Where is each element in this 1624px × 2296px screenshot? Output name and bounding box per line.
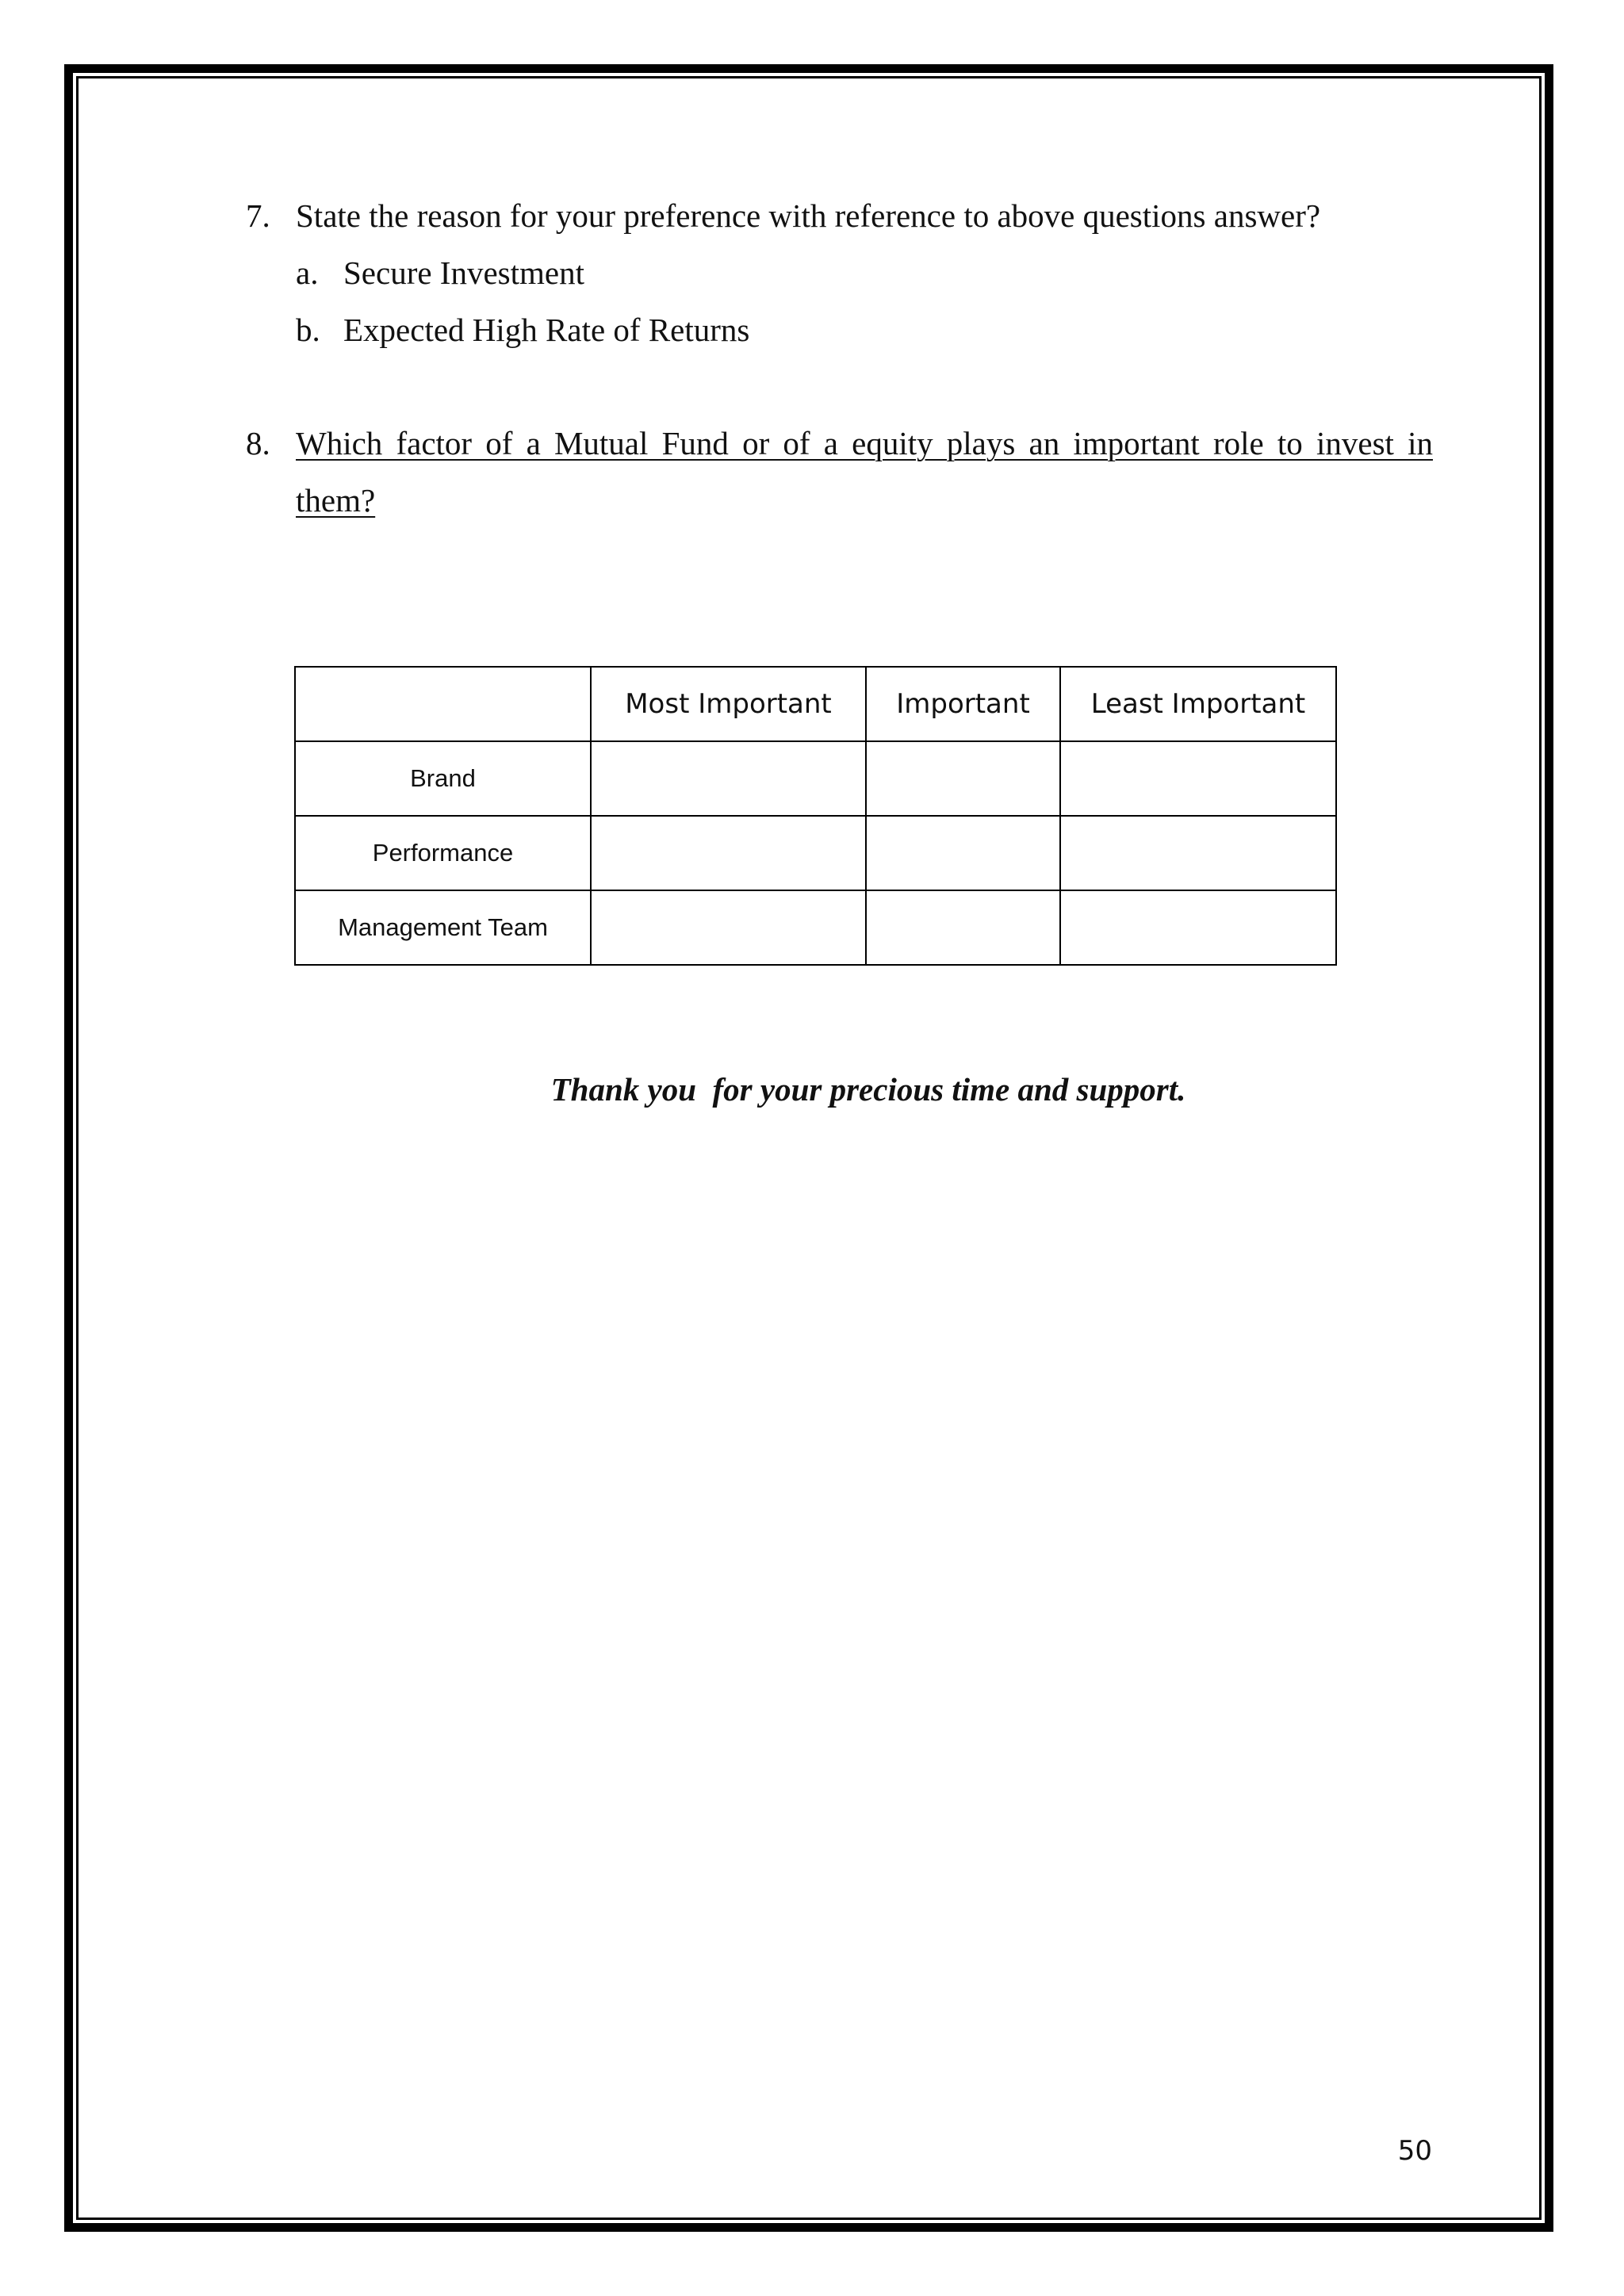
page-number: 50 [1397, 2135, 1432, 2167]
question-8-text-line-1-wrapper [296, 424, 1433, 462]
table-row [295, 741, 1336, 816]
question-7-number: 7. [246, 197, 270, 234]
table-row [295, 816, 1336, 890]
table-cell[interactable] [1060, 741, 1336, 816]
table-header-most-important: Most Important [591, 667, 866, 741]
table-header-empty [295, 667, 591, 741]
question-7-option-a-letter: a. [296, 254, 319, 291]
table-cell[interactable] [1060, 816, 1336, 890]
importance-table [294, 666, 1337, 966]
question-7-text: State the reason for your preference with reference to above questions answer? [296, 197, 1321, 234]
row-label-performance: Performance [295, 816, 591, 890]
question-8-text-line-1: Which factor of a Mutual Fund or of a equity plays an important role to invest in [296, 425, 1433, 461]
table-cell[interactable] [866, 741, 1060, 816]
table-cell[interactable] [591, 816, 866, 890]
table-header-row [295, 667, 1336, 741]
row-label-management-team: Management Team [295, 890, 591, 965]
closing-thank-you: Thank you for your precious time and support. [550, 1071, 1186, 1108]
question-7-option-b-letter: b. [296, 312, 320, 348]
table-cell[interactable] [591, 741, 866, 816]
page-border-inner [76, 76, 1542, 2220]
table-cell[interactable] [866, 890, 1060, 965]
question-7-option-a-text: Secure Investment [343, 254, 584, 291]
row-label-brand: Brand [295, 741, 591, 816]
question-8-number: 8. [246, 425, 270, 461]
question-8-text-line-2: them? [296, 482, 376, 519]
table-header-least-important: Least Important [1060, 667, 1336, 741]
table-header-important: Important [866, 667, 1060, 741]
table-cell[interactable] [866, 816, 1060, 890]
question-8-text-line-2-wrapper [296, 481, 375, 519]
table-cell[interactable] [1060, 890, 1336, 965]
table-row [295, 890, 1336, 965]
table-cell[interactable] [591, 890, 866, 965]
question-7-option-b-text: Expected High Rate of Returns [343, 312, 750, 348]
